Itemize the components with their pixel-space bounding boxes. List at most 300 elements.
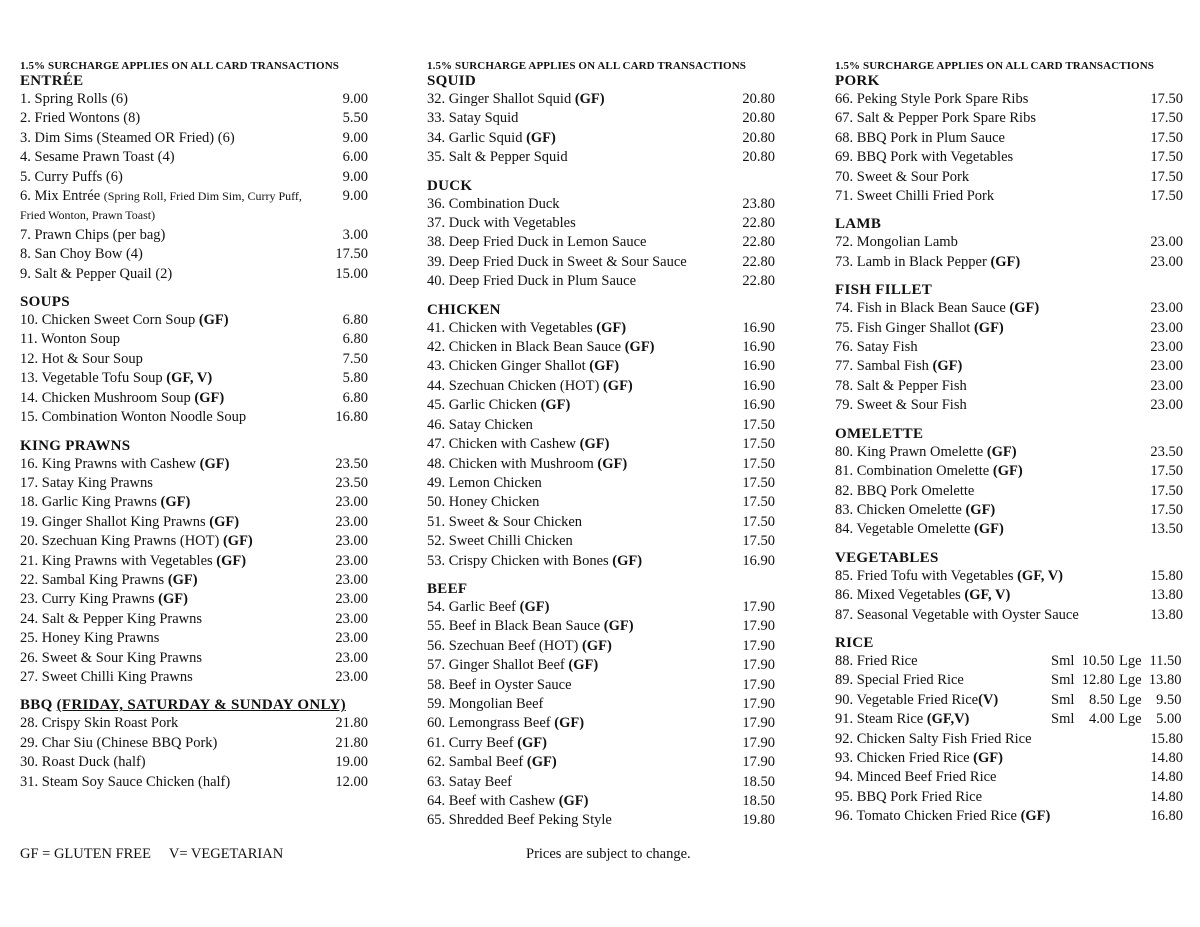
item-name-cell (20, 369, 318, 388)
menu-item (20, 629, 368, 648)
dietary-tag: (GF) (216, 552, 247, 569)
item-name-cell (427, 233, 725, 252)
item-name-cell (835, 357, 1133, 376)
item-name-cell (427, 773, 725, 792)
item-name: 81. Combination Omelette (835, 463, 990, 480)
large-price (1119, 652, 1183, 671)
section-heading (20, 73, 368, 90)
small-price-value: 4.00 (1089, 711, 1115, 728)
item-name: 26. Sweet & Sour King Prawns (20, 649, 203, 666)
menu-section (427, 178, 775, 292)
menu-item (835, 788, 1183, 807)
item-price: 23.00 (335, 591, 368, 608)
item-price: 23.00 (1150, 300, 1183, 317)
section-title-days: (FRIDAY, SATURDAY & SUNDAY ONLY) (56, 697, 346, 714)
dietary-tag: (GF) (574, 91, 605, 107)
dietary-tag: (GF) (1020, 808, 1051, 825)
dietary-tag: (GF) (589, 358, 620, 375)
menu-item (835, 357, 1183, 376)
item-price: 23.50 (335, 474, 368, 491)
section-heading (835, 282, 1183, 299)
menu-item (427, 656, 775, 675)
menu-item (427, 319, 775, 338)
item-name-cell (835, 377, 1133, 396)
section-gap (20, 284, 368, 294)
item-price: 17.50 (1150, 129, 1183, 146)
item-name-cell (427, 377, 725, 396)
menu-section (835, 635, 1183, 827)
item-name: 28. Crispy Skin Roast Pork (20, 715, 179, 732)
item-name-cell (20, 90, 318, 109)
item-name: 67. Salt & Pepper Pork Spare Ribs (835, 110, 1036, 127)
item-price: 14.80 (1150, 749, 1183, 766)
section-title: SOUPS (20, 294, 70, 311)
item-name: 69. BBQ Pork with Vegetables (835, 149, 1014, 166)
dietary-tag: (GF) (602, 377, 633, 394)
dietary-tag: (GF) (526, 129, 556, 146)
item-price: 20.80 (742, 91, 775, 107)
menu-item (427, 811, 775, 830)
item-name-cell (427, 792, 725, 811)
dietary-tag: (GF) (199, 455, 230, 472)
menu-item (20, 311, 368, 330)
item-price: 16.90 (742, 319, 775, 336)
item-name: 19. Ginger Shallot King Prawns (20, 513, 206, 530)
section-gap (427, 168, 775, 178)
item-name: 64. Beef with Cashew (427, 793, 556, 809)
item-price: 9.00 (342, 91, 368, 107)
item-price: 6.80 (342, 389, 368, 406)
item-name: 78. Salt & Pepper Fish (835, 377, 967, 394)
menu-item (835, 90, 1183, 109)
section-heading (835, 426, 1183, 443)
menu-item (20, 168, 368, 187)
menu-item (835, 168, 1183, 187)
dietary-tag: (GF) (158, 591, 188, 608)
item-price: 23.00 (1150, 234, 1183, 251)
item-name: 90. Vegetable Fried Rice (835, 691, 979, 708)
menu-column-1 (20, 59, 368, 792)
item-price: 19.00 (335, 754, 368, 771)
large-price (1119, 691, 1183, 710)
item-price: 14.80 (1150, 788, 1183, 805)
menu-item (20, 552, 368, 571)
item-name-cell (20, 311, 318, 330)
item-name-cell (835, 586, 1133, 605)
item-name-cell (427, 319, 725, 338)
small-price-value: 10.50 (1081, 652, 1115, 669)
dietary-tag: (GF) (612, 552, 643, 569)
small-price (1051, 652, 1119, 671)
item-name-cell (427, 455, 725, 474)
dietary-tag: (GF) (624, 339, 655, 356)
item-name-cell (835, 807, 1133, 826)
menu-item (427, 90, 775, 109)
menu-item (427, 272, 775, 291)
menu-item (20, 734, 368, 753)
item-price: 16.80 (1150, 808, 1183, 825)
item-price: 23.50 (1150, 443, 1183, 460)
item-price: 17.90 (742, 754, 775, 771)
item-price: 17.50 (742, 533, 775, 550)
item-price: 20.80 (742, 149, 775, 166)
item-name-cell (427, 552, 725, 571)
item-price: 20.80 (742, 129, 775, 146)
item-price: 21.80 (335, 734, 368, 751)
menu-item (427, 338, 775, 357)
item-name: 58. Beef in Oyster Sauce (427, 676, 572, 693)
dietary-tag: (V) (978, 691, 999, 708)
item-price: 23.00 (335, 649, 368, 666)
item-name-cell (835, 462, 1133, 481)
item-name-cell (427, 109, 725, 128)
item-name-cell (835, 443, 1133, 462)
menu-item (427, 753, 775, 772)
item-name: 85. Fried Tofu with Vegetables (835, 567, 1014, 584)
menu-item (835, 749, 1183, 768)
item-price: 9.00 (342, 129, 368, 146)
item-name: 52. Sweet Chilli Chicken (427, 533, 573, 550)
item-name: 82. BBQ Pork Omelette (835, 482, 975, 499)
item-name: 10. Chicken Sweet Corn Soup (20, 312, 196, 329)
item-name: 83. Chicken Omelette (835, 501, 962, 518)
item-name: 4. Sesame Prawn Toast (4) (20, 149, 175, 166)
menu-item (835, 338, 1183, 357)
section-heading (20, 438, 368, 455)
item-name-cell (20, 734, 318, 753)
section-heading (427, 73, 775, 90)
item-name-cell (20, 245, 318, 264)
dietary-tag: (GF) (990, 253, 1021, 270)
item-name: 2. Fried Wontons (8) (20, 110, 141, 127)
section-title: LAMB (835, 216, 882, 233)
surcharge-notice: 1.5% SURCHARGE APPLIES ON ALL CARD TRANSACTIONS (427, 60, 746, 72)
menu-item (427, 195, 775, 214)
item-name-cell (427, 656, 725, 675)
item-price: 22.80 (742, 215, 775, 232)
item-name-cell (835, 338, 1133, 357)
item-name-cell (427, 493, 725, 512)
menu-item (835, 807, 1183, 826)
item-name-cell (20, 455, 318, 474)
menu-section (427, 581, 775, 831)
item-price: 16.90 (742, 377, 775, 394)
menu-item (20, 773, 368, 792)
item-name-cell (835, 520, 1133, 539)
item-price: 22.80 (742, 253, 775, 270)
menu-item (835, 768, 1183, 787)
menu-section (20, 294, 368, 427)
item-name: 65. Shredded Beef Peking Style (427, 812, 612, 829)
item-name: 54. Garlic Beef (427, 598, 516, 615)
menu-item (20, 369, 368, 388)
item-name-cell (427, 617, 725, 636)
item-price: 18.50 (742, 793, 775, 809)
large-label: Lge (1119, 691, 1142, 708)
large-price (1119, 671, 1183, 690)
item-price: 23.00 (1150, 319, 1183, 336)
large-price (1119, 710, 1183, 729)
item-price: 17.50 (1150, 463, 1183, 480)
item-name: 55. Beef in Black Bean Sauce (427, 618, 601, 635)
item-name: 48. Chicken with Mushroom (427, 455, 594, 472)
item-name: 61. Curry Beef (427, 734, 514, 751)
item-price: 18.50 (742, 773, 775, 790)
menu-item (835, 586, 1183, 605)
item-price: 21.80 (335, 715, 368, 732)
item-price: 17.90 (742, 657, 775, 674)
item-price: 23.00 (335, 571, 368, 588)
menu-item (20, 330, 368, 349)
large-price-value: 13.80 (1148, 672, 1182, 689)
item-name: 96. Tomato Chicken Fried Rice (835, 808, 1017, 825)
menu-item (20, 493, 368, 512)
menu-section (835, 550, 1183, 625)
item-price: 23.00 (335, 630, 368, 647)
item-price: 7.50 (342, 350, 368, 367)
item-price: 16.90 (742, 358, 775, 375)
item-name-cell (427, 253, 725, 272)
menu-item (835, 148, 1183, 167)
item-name: 29. Char Siu (Chinese BBQ Pork) (20, 734, 218, 751)
large-label: Lge (1119, 652, 1142, 669)
menu-item (835, 187, 1183, 206)
menu-item (20, 226, 368, 245)
item-name: 59. Mongolian Beef (427, 695, 544, 712)
item-name-cell (20, 513, 318, 532)
dietary-tag: (GF) (194, 389, 225, 406)
menu-item (427, 416, 775, 435)
menu-section (835, 216, 1183, 272)
item-name-cell (20, 226, 318, 245)
item-name-cell (427, 811, 725, 830)
dietary-tag: (GF) (519, 598, 550, 615)
item-price: 16.90 (742, 397, 775, 414)
dietary-tag: (GF) (517, 734, 547, 751)
item-name: 68. BBQ Pork in Plum Sauce (835, 129, 1005, 146)
item-name-cell (835, 691, 1051, 710)
item-name: 24. Salt & Pepper King Prawns (20, 610, 203, 627)
item-name: 84. Vegetable Omelette (835, 521, 971, 538)
item-name: 51. Sweet & Sour Chicken (427, 513, 583, 530)
section-gap (835, 625, 1183, 635)
item-name: 89. Special Fried Rice (835, 672, 964, 689)
section-gap (835, 540, 1183, 550)
item-name: 30. Roast Duck (half) (20, 754, 146, 771)
item-price: 23.00 (1150, 397, 1183, 414)
item-name: 46. Satay Chicken (427, 416, 533, 433)
small-label: Sml (1051, 652, 1075, 669)
item-price: 13.50 (1150, 521, 1183, 538)
section-heading (835, 635, 1183, 652)
item-name-cell (835, 606, 1133, 625)
dietary-tag: (GF, V) (964, 587, 1011, 604)
item-price: 20.80 (742, 110, 775, 127)
dietary-tag: (GF) (932, 358, 963, 375)
item-name-cell (427, 695, 725, 714)
menu-item (20, 148, 368, 167)
section-gap (20, 428, 368, 438)
menu-column-2 (427, 59, 775, 831)
dietary-tag: (GF, V) (166, 370, 213, 387)
dietary-tag: (GF) (554, 715, 585, 732)
item-name: 7. Prawn Chips (per bag) (20, 226, 166, 243)
menu-item (20, 753, 368, 772)
item-price: 3.00 (342, 226, 368, 243)
menu-item (20, 532, 368, 551)
small-price-value: 12.80 (1081, 672, 1115, 689)
dietary-tag: (GF) (198, 312, 229, 329)
item-name-cell (20, 532, 318, 551)
surcharge-notice: 1.5% SURCHARGE APPLIES ON ALL CARD TRANSACTIONS (835, 60, 1154, 72)
item-price: 6.80 (342, 312, 368, 329)
item-name: 9. Salt & Pepper Quail (2) (20, 265, 173, 282)
item-name-cell (427, 435, 725, 454)
item-price: 17.50 (1150, 91, 1183, 107)
menu-item (427, 792, 775, 811)
section-heading (835, 216, 1183, 233)
item-name: 33. Satay Squid (427, 110, 519, 127)
item-name-cell (427, 214, 725, 233)
item-name-cell (835, 319, 1133, 338)
item-price: 23.00 (335, 668, 368, 685)
dietary-tag: (GF) (973, 319, 1004, 336)
large-price-value: 9.50 (1156, 691, 1182, 708)
item-name: 40. Deep Fried Duck in Plum Sauce (427, 273, 637, 290)
item-name-cell (20, 109, 318, 128)
item-price: 17.50 (1150, 482, 1183, 499)
dietary-tag: (GF) (965, 501, 996, 518)
menu-item (835, 377, 1183, 396)
item-price: 5.50 (342, 110, 368, 127)
small-label: Sml (1051, 691, 1075, 708)
menu-item (835, 606, 1183, 625)
section-heading (20, 294, 368, 311)
dietary-tag: (GF) (603, 618, 634, 635)
menu-item (835, 396, 1183, 415)
item-price: 23.00 (335, 513, 368, 530)
dietary-tag: (GF) (568, 657, 599, 674)
item-price: 23.00 (335, 552, 368, 569)
item-note: (Spring Roll, Fried Dim Sim, Curry Puff, Fried Wonton, Prawn Toast) (20, 189, 302, 223)
item-name: 31. Steam Soy Sauce Chicken (half) (20, 773, 231, 790)
item-price: 13.80 (1150, 606, 1183, 623)
dietary-tag: (GF) (167, 571, 198, 588)
item-name: 50. Honey Chicken (427, 494, 540, 511)
item-price: 17.50 (742, 455, 775, 472)
section-title: KING PRAWNS (20, 437, 131, 454)
menu-item (20, 668, 368, 687)
item-name: 32. Ginger Shallot Squid (427, 91, 572, 107)
item-name-cell (427, 416, 725, 435)
menu-item (835, 253, 1183, 272)
menu-section (835, 73, 1183, 206)
menu-item (20, 265, 368, 284)
item-name: 14. Chicken Mushroom Soup (20, 389, 191, 406)
item-name-cell (20, 773, 318, 792)
item-name-cell (20, 168, 318, 187)
item-price: 23.80 (742, 195, 775, 212)
item-name-cell (835, 749, 1133, 768)
item-name-cell (427, 338, 725, 357)
item-name-cell (20, 668, 318, 687)
item-name: 53. Crispy Chicken with Bones (427, 552, 609, 569)
menu-item (427, 455, 775, 474)
item-name-cell (835, 253, 1133, 272)
menu-item (427, 532, 775, 551)
menu-item (427, 734, 775, 753)
item-name: 47. Chicken with Cashew (427, 436, 577, 453)
section-title: SQUID (427, 73, 477, 89)
item-name: 93. Chicken Fried Rice (835, 749, 970, 766)
item-price: 16.80 (335, 409, 368, 426)
menu-item (20, 610, 368, 629)
item-name-cell (427, 357, 725, 376)
item-price: 6.80 (342, 331, 368, 348)
item-price: 13.80 (1150, 587, 1183, 604)
item-name-cell (20, 129, 318, 148)
item-name-cell (427, 637, 725, 656)
menu-item (427, 129, 775, 148)
item-name-cell (835, 148, 1133, 167)
item-name-cell (20, 590, 318, 609)
menu-item (20, 649, 368, 668)
menu-item (835, 482, 1183, 501)
dietary-tag: (GF) (974, 521, 1004, 538)
item-name-cell (427, 734, 725, 753)
menu-item (835, 691, 1183, 710)
section-gap (20, 687, 368, 697)
menu-item (835, 520, 1183, 539)
item-name: 62. Sambal Beef (427, 754, 524, 771)
item-name: 42. Chicken in Black Bean Sauce (427, 339, 622, 356)
item-name-cell (20, 753, 318, 772)
section-title: PORK (835, 73, 880, 89)
item-name: 35. Salt & Pepper Squid (427, 149, 568, 166)
section-title: ENTRÉE (20, 73, 84, 89)
item-name-cell (835, 129, 1133, 148)
section-gap (427, 292, 775, 302)
menu-item (427, 513, 775, 532)
item-price: 17.90 (742, 676, 775, 693)
menu-item (427, 598, 775, 617)
menu-item (20, 474, 368, 493)
item-name: 39. Deep Fried Duck in Sweet & Sour Sauce (427, 253, 687, 270)
item-name-cell (20, 629, 318, 648)
item-price: 5.80 (342, 370, 368, 387)
item-price: 16.90 (742, 552, 775, 569)
section-heading (427, 302, 775, 319)
section-title: OMELETTE (835, 425, 924, 442)
dietary-tag: (GF,V) (926, 711, 970, 728)
item-name: 71. Sweet Chilli Fried Pork (835, 188, 995, 205)
menu-item (835, 129, 1183, 148)
item-name-cell (20, 187, 318, 226)
item-name: 38. Deep Fried Duck in Lemon Sauce (427, 234, 647, 251)
menu-item (427, 396, 775, 415)
menu-column-3 (835, 59, 1183, 827)
item-name-cell (427, 532, 725, 551)
menu-item (20, 513, 368, 532)
item-name: 91. Steam Rice (835, 711, 924, 728)
menu-item (20, 187, 368, 226)
menu-item (427, 493, 775, 512)
item-price: 17.50 (1150, 501, 1183, 518)
menu-section (20, 697, 368, 792)
menu-item (427, 552, 775, 571)
item-price: 17.50 (742, 436, 775, 453)
menu-item (427, 695, 775, 714)
